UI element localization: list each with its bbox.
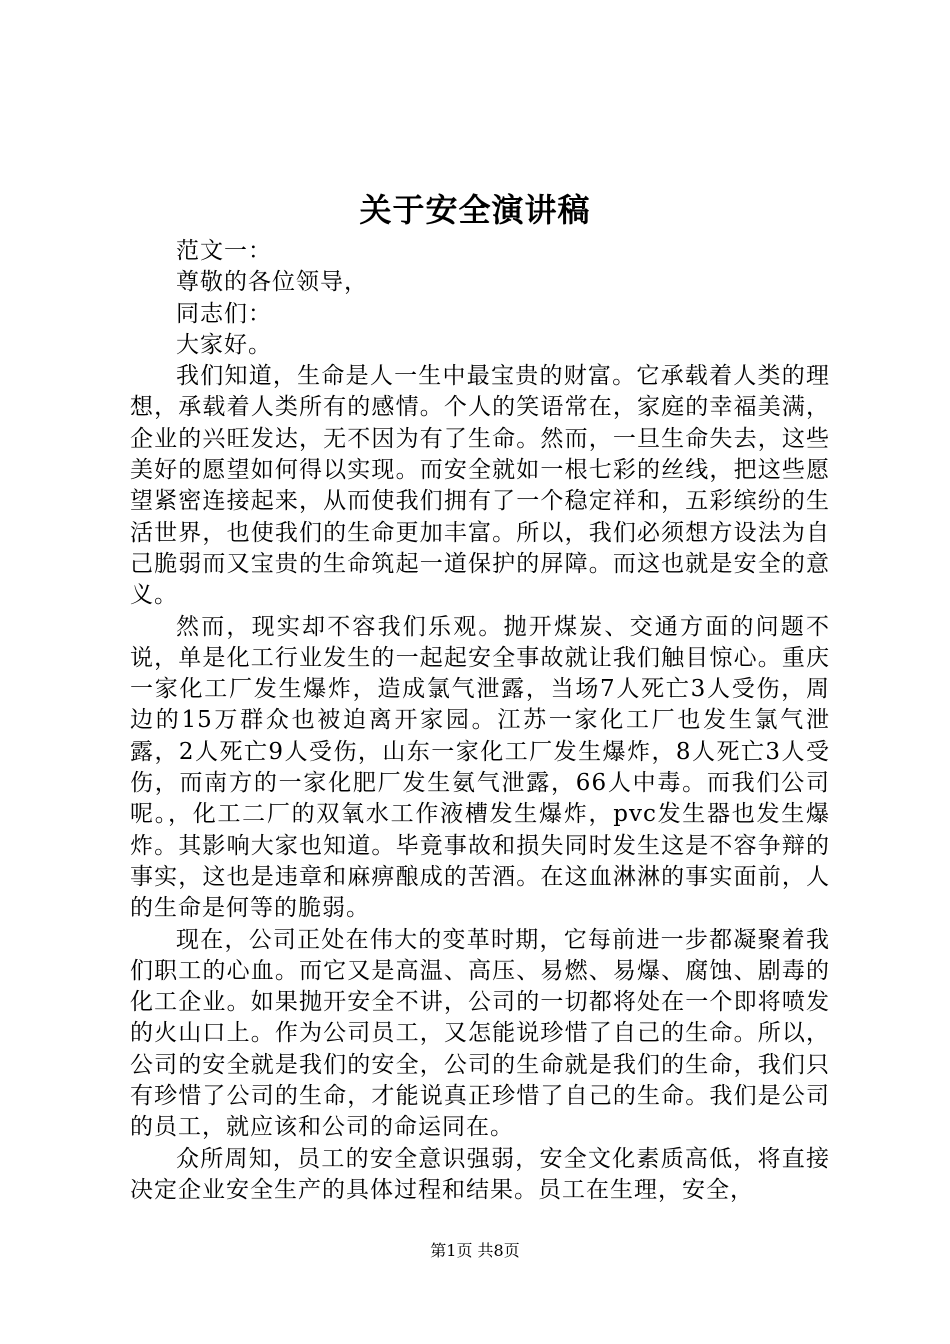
paragraph-greeting-comrades: 同志们： xyxy=(176,300,272,327)
paragraph-awareness: 众所周知，员工的安全意识强弱，安全文化素质高低，将直接决定企业安全生产的具体过程和结果。员工在生理，安全， xyxy=(130,1145,830,1203)
paragraph-life-value: 我们知道，生命是人一生中最宝贵的财富。它承载着人类的理想，承载着人类所有的感情。个人的笑语常在，家庭的幸福美满，企业的兴旺发达，无不因为有了生命。然而，一旦生命失去，这些美好的愿望如何得以实现。而安全就如一根七彩的丝线，把这些愿望紧密连接起来，从而使我们拥有了一个稳定祥和，五彩缤纷的生活世界，也使我们的生命更加丰富。所以，我们必须想方设法为自己脆弱而又宝贵的生命筑起一道保护的屏障。而这也就是安全的意义。 xyxy=(130,363,830,609)
paragraph-salutation-label: 范文一： xyxy=(176,238,272,264)
document-body xyxy=(130,236,830,1206)
paragraph-accidents: 然而，现实却不容我们乐观。抛开煤炭、交通方面的问题不说，单是化工行业发生的一起起安全事故就让我们触目惊心。重庆一家化工厂发生爆炸，造成氯气泄露，当场7人死亡3人受伤，周边的15万群众也被迫离开家园。江苏一家化工厂也发生氯气泄露，2人死亡9人受伤，山东一家化工厂发生爆炸，8人死亡3人受伤，而南方的一家化肥厂发生氨气泄露，66人中毒。而我们公司呢。，化工二厂的双氧水工作液槽发生爆炸，pvc发生器也发生爆炸。其影响大家也知道。毕竟事故和损失同时发生这是不容争辩的事实，这也是违章和麻痹酿成的苦酒。在这血淋淋的事实面前，人的生命是何等的脆弱。 xyxy=(130,613,830,922)
document-title: 关于安全演讲稿 xyxy=(359,191,591,229)
page-footer: 第1页 共8页 xyxy=(430,1241,520,1260)
paragraph-greeting-leaders: 尊敬的各位领导， xyxy=(176,269,368,296)
paragraph-company: 现在，公司正处在伟大的变革时期，它每前进一步都凝聚着我们职工的心血。而它又是高温、高压、易燃、易爆、腐蚀、剧毒的化工企业。如果抛开安全不讲，公司的一切都将处在一个即将喷发的火山口上。作为公司员工，又怎能说珍惜了自己的生命。所以，公司的安全就是我们的安全，公司的生命就是我们的生命，我们只有珍惜了公司的生命，才能说真正珍惜了自己的生命。我们是公司的员工，就应该和公司的命运同在。 xyxy=(130,926,830,1141)
paragraph-hello: 大家好。 xyxy=(176,331,272,358)
